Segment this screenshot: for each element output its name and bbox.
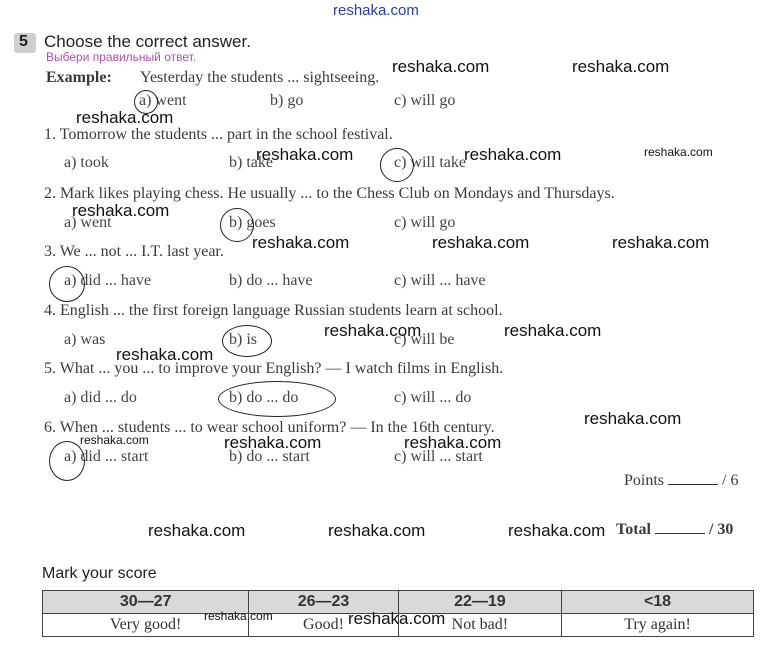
question-3: 3. We ... not ... I.T. last year. <box>44 243 224 260</box>
total-line <box>616 521 733 539</box>
score-verdict-3: Not bad! <box>398 614 561 637</box>
q4-option-b: b) is <box>229 331 257 348</box>
exercise-subtitle-ru: Выбери правильный ответ. <box>46 50 197 64</box>
watermark: reshaka.com <box>256 145 354 164</box>
question-1: 1. Tomorrow the students ... part in the school festival. <box>44 126 393 143</box>
q2-option-a: a) went <box>64 214 112 231</box>
score-range-3: 22—19 <box>398 591 561 614</box>
watermark: reshaka.com <box>392 57 490 76</box>
watermark: reshaka.com <box>508 521 606 540</box>
q3-option-a: a) did ... have <box>64 272 152 289</box>
question-5: 5. What ... you ... to improve your English? — I watch films in English. <box>44 360 504 377</box>
example-option-a: a) went <box>139 92 187 109</box>
question-6: 6. When ... students ... to wear school uniform? — In the 16th century. <box>44 419 495 436</box>
watermark: reshaka.com <box>324 321 422 340</box>
q1-answer-circle <box>380 148 414 182</box>
q5-answer-circle <box>218 381 336 417</box>
example-label: Example: <box>46 69 112 86</box>
top-watermark: reshaka.com <box>333 2 419 19</box>
watermark: reshaka.com <box>464 145 562 164</box>
watermark: reshaka.com <box>404 433 502 452</box>
q6-option-b: b) do ... start <box>229 448 310 465</box>
exercise-title: Choose the correct answer. <box>44 32 251 51</box>
total-blank <box>655 533 705 534</box>
score-verdict-1: Very good! <box>43 614 249 637</box>
watermark: reshaka.com <box>584 409 682 428</box>
watermark: reshaka.com <box>504 321 602 340</box>
watermark: reshaka.com <box>72 201 170 220</box>
q5-option-c: c) will ... do <box>394 389 472 406</box>
watermark: reshaka.com <box>224 433 322 452</box>
points-line <box>624 472 738 490</box>
watermark: reshaka.com <box>76 108 174 127</box>
example-option-c: c) will go <box>394 92 456 109</box>
q4-answer-circle <box>222 325 272 357</box>
watermark: reshaka.com <box>612 233 710 252</box>
q6-option-a: a) did ... start <box>64 448 149 465</box>
score-range-4: <18 <box>562 591 754 614</box>
score-range-2: 26—23 <box>249 591 399 614</box>
q1-option-b: b) take <box>229 154 273 171</box>
watermark: reshaka.com <box>348 609 446 628</box>
q3-option-b: b) do ... have <box>229 272 313 289</box>
q2-option-c: c) will go <box>394 214 456 231</box>
watermark: reshaka.com <box>148 521 246 540</box>
example-sentence: Yesterday the students ... sightseeing. <box>140 69 380 86</box>
points-max: / 6 <box>722 472 739 489</box>
points-blank <box>668 484 718 485</box>
watermark: reshaka.com <box>644 145 713 159</box>
score-verdict-4: Try again! <box>562 614 754 637</box>
score-title: Mark your score <box>42 565 157 582</box>
q2-option-b: b) goes <box>229 214 276 231</box>
q2-answer-circle <box>220 208 254 242</box>
total-label: Total <box>616 521 651 538</box>
watermark: reshaka.com <box>204 609 273 623</box>
points-label: Points <box>624 472 665 489</box>
question-2: 2. Mark likes playing chess. He usually ... to the Chess Club on Mondays and Thursdays. <box>44 185 615 202</box>
score-verdict-2: Good! <box>249 614 399 637</box>
watermark: reshaka.com <box>80 433 149 447</box>
watermark: reshaka.com <box>432 233 530 252</box>
q4-option-a: a) was <box>64 331 106 348</box>
example-option-b: b) go <box>270 92 304 109</box>
watermark: reshaka.com <box>572 57 670 76</box>
score-range-1: 30—27 <box>43 591 249 614</box>
q3-option-c: c) will ... have <box>394 272 486 289</box>
q1-option-a: a) took <box>64 154 109 171</box>
q6-option-c: c) will ... start <box>394 448 483 465</box>
watermark: reshaka.com <box>328 521 426 540</box>
q1-option-c: c) will take <box>394 154 466 171</box>
total-max: / 30 <box>708 521 734 538</box>
watermark: reshaka.com <box>116 345 214 364</box>
watermark: reshaka.com <box>252 233 350 252</box>
question-4: 4. English ... the first foreign language Russian students learn at school. <box>44 302 503 319</box>
q6-answer-circle <box>49 441 85 481</box>
q5-option-b: b) do ... do <box>229 389 299 406</box>
q3-answer-circle <box>49 266 85 302</box>
exercise-number: 5 <box>19 33 28 50</box>
q5-option-a: a) did ... do <box>64 389 137 406</box>
q4-option-c: c) will be <box>394 331 455 348</box>
